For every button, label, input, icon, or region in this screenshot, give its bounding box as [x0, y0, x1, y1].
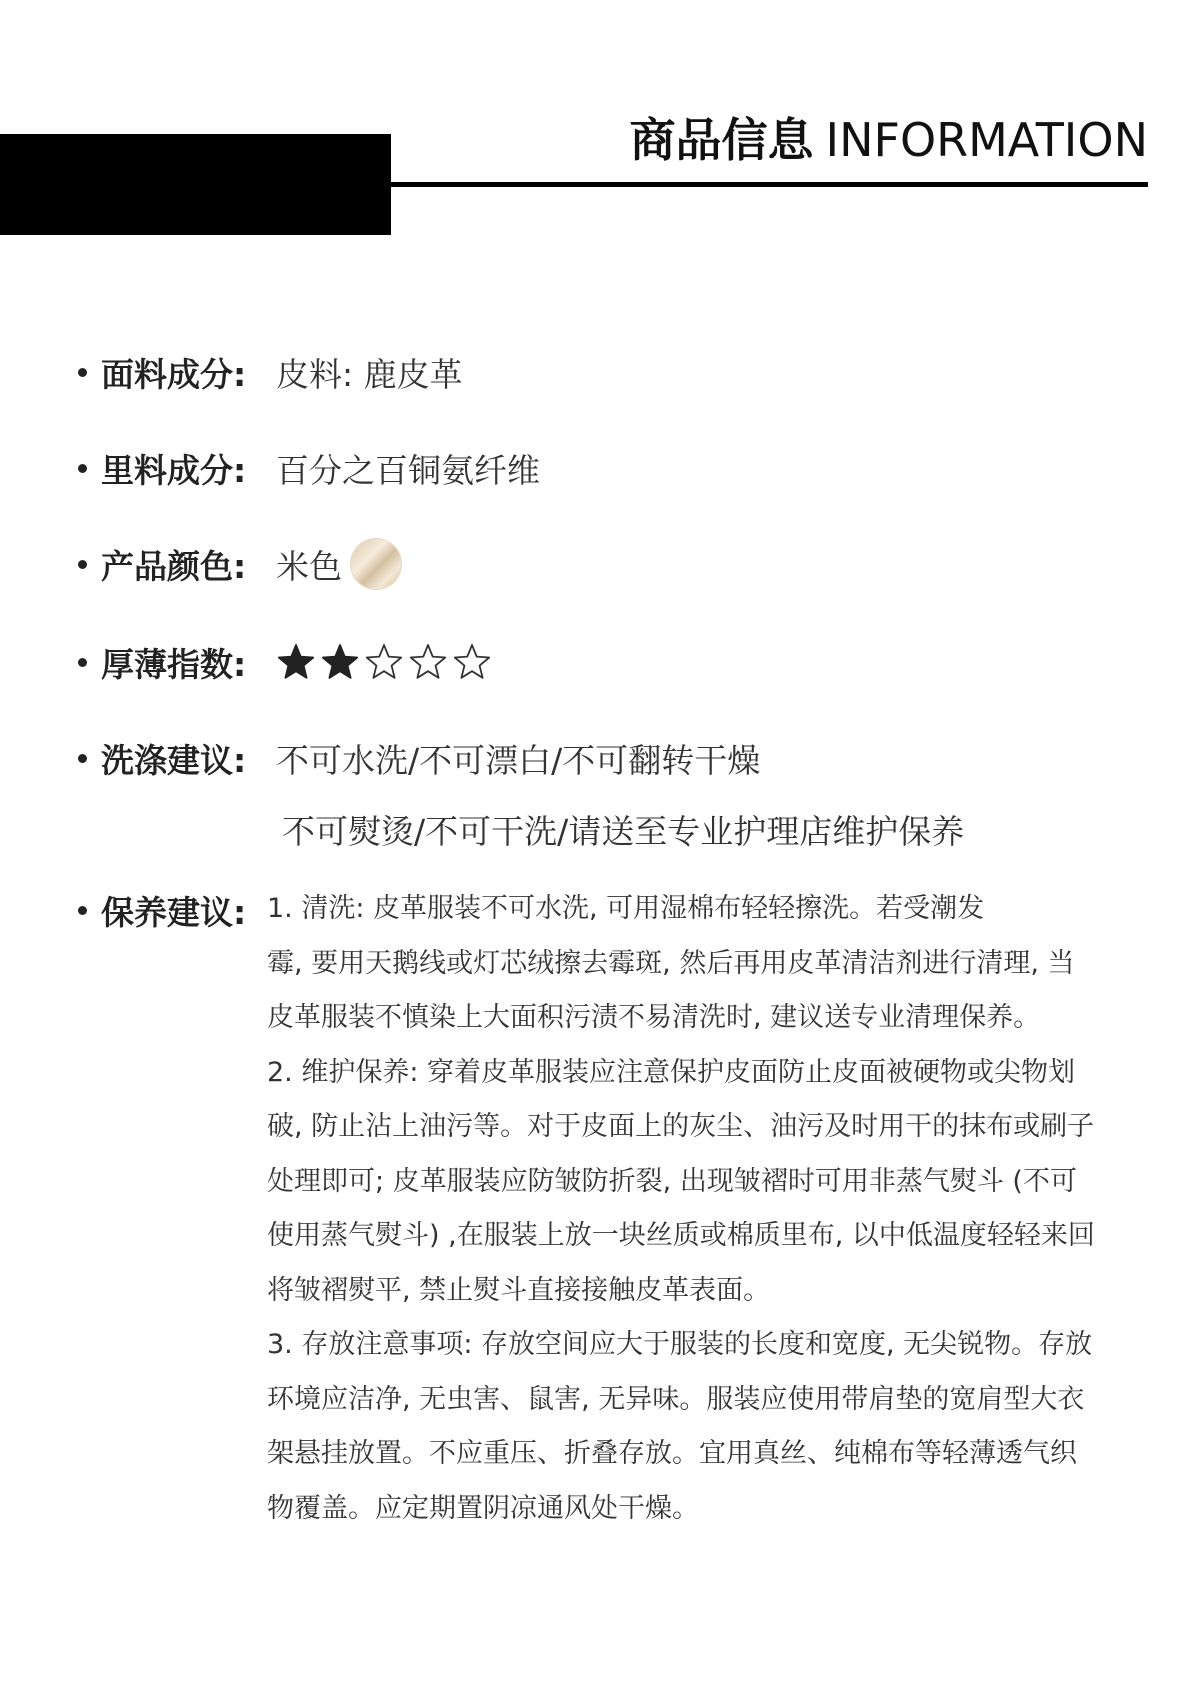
spec-row-care — [78, 888, 246, 932]
spec-row-thickness — [78, 640, 492, 684]
thickness-rating — [276, 642, 492, 682]
care-paragraph-1-line1: 1. 清洗: 皮革服装不可水洗, 可用湿棉布轻轻擦洗。若受潮发 — [267, 893, 985, 924]
bullet-icon — [78, 560, 87, 569]
care-paragraph-3: 3. 存放注意事项: 存放空间应大于服装的长度和宽度, 无尖锐物。存放环境应洁净, 无虫害、鼠害, 无异味。服装应使用带肩垫的宽肩型大衣架悬挂放置。不应重压、折叠存放。宜用真丝、纯棉布等轻薄透气织物覆盖。应定期置阴凉通风处干燥。 — [267, 1329, 1093, 1524]
spec-value-washing-line1: 不可水洗/不可漂白/不可翻转干燥 — [276, 740, 761, 780]
care-paragraph-1 — [267, 882, 1097, 1046]
star-filled-icon — [320, 642, 360, 682]
spec-row-color — [78, 542, 402, 586]
bullet-icon — [78, 754, 87, 763]
bullet-icon — [78, 906, 87, 915]
star-empty-icon — [364, 642, 404, 682]
spec-value-washing-line2: 不可熨烫/不可干洗/请送至专业护理店维护保养 — [282, 812, 965, 851]
star-empty-icon — [408, 642, 448, 682]
spec-row-washing — [78, 736, 760, 780]
spec-label-color: 产品颜色: — [101, 546, 247, 586]
care-text — [267, 882, 1097, 1536]
page-title — [630, 112, 1148, 168]
spec-value-color: 米色 — [276, 546, 342, 586]
star-filled-icon — [276, 642, 316, 682]
spec-value-lining: 百分之百铜氨纤维 — [276, 450, 540, 490]
care-paragraph-1-rest: 霉, 要用天鹅线或灯芯绒擦去霉斑, 然后再用皮革清洁剂进行清理, 当皮革服装不慎染上大面积污渍不易清洗时, 建议送专业清理保养。 — [267, 947, 1075, 1033]
spec-label-washing: 洗涤建议: — [101, 740, 247, 780]
spec-label-fabric: 面料成分: — [101, 354, 247, 394]
bullet-icon — [78, 464, 87, 473]
page-title-en: INFORMATION — [825, 113, 1148, 167]
header-black-block — [0, 134, 391, 235]
header-rule — [391, 182, 1148, 187]
page-title-cn: 商品信息 — [629, 113, 814, 167]
spec-row-lining — [78, 446, 540, 490]
color-swatch — [350, 538, 402, 590]
spec-label-care: 保养建议: — [101, 892, 247, 932]
spec-label-lining: 里料成分: — [101, 450, 247, 490]
spec-label-thickness: 厚薄指数: — [101, 644, 247, 684]
star-empty-icon — [452, 642, 492, 682]
bullet-icon — [78, 658, 87, 667]
spec-value-fabric: 皮料: 鹿皮革 — [276, 354, 463, 394]
care-paragraph-2: 2. 维护保养: 穿着皮革服装应注意保护皮面防止皮面被硬物或尖物划破, 防止沾上油污等。对于皮面上的灰尘、油污及时用干的抹布或刷子处理即可; 皮革服装应防皱防折裂, 出现皱褶时可用非蒸气熨斗 (不可使用蒸气熨斗) ,在服装上放一块丝质或棉质里布, 以中低温度轻轻来回将皱褶熨平, 禁止熨斗直接接触皮革表面。 — [267, 1056, 1095, 1306]
spec-row-fabric — [78, 350, 463, 394]
bullet-icon — [78, 368, 87, 377]
